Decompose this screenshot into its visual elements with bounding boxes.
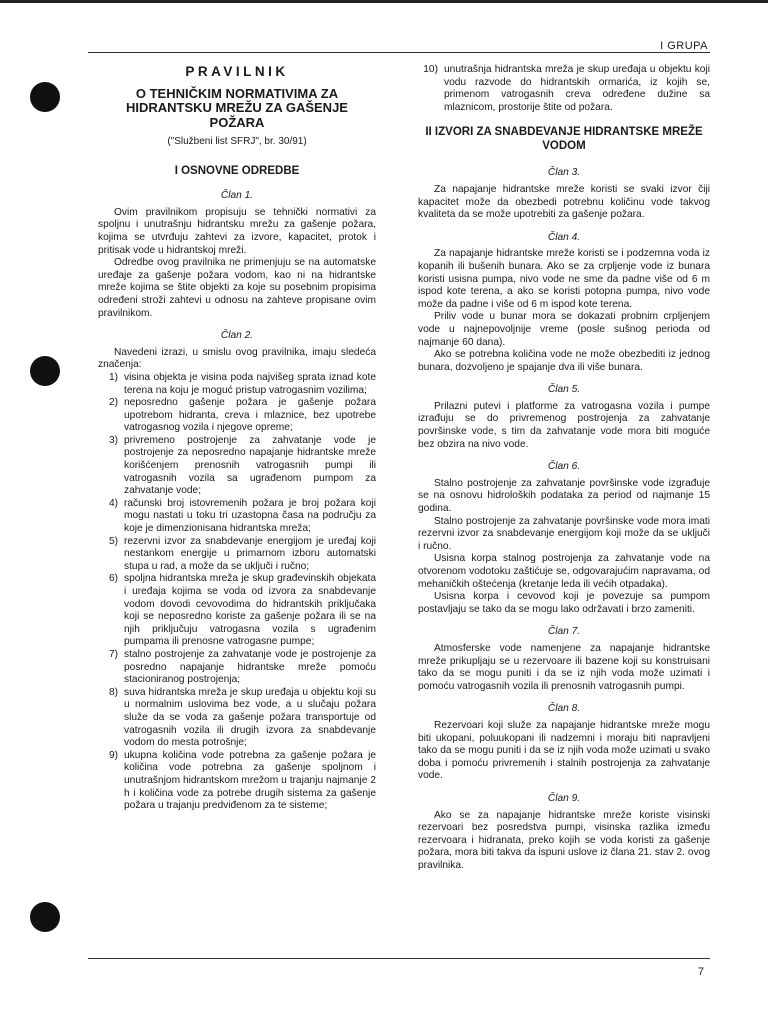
list-item-number: 3) <box>108 434 118 446</box>
list-item-text: visina objekta je visina poda najvišeg sprata iznad kote terena na koju je moguć pristup vatrogasnim vozilima; <box>124 371 376 396</box>
definition-list <box>98 372 376 813</box>
header-rule <box>88 52 710 53</box>
right-column <box>418 64 710 872</box>
article-heading: Član 1. <box>220 190 254 202</box>
list-item <box>98 435 376 498</box>
list-item <box>98 573 376 649</box>
article-heading: Član 2. <box>220 330 254 342</box>
list-item-text: privremeno postrojenje za zahvatanje vode je postrojenje za neposredno napajanje hidrantske mreže korišćenjem prenosnih vatrogasnih pumpi ili vatrogasnih vozila sa ugrađenom pumpom za zahvatanje vode; <box>124 434 376 497</box>
document-title: PRAVILNIK <box>185 64 289 79</box>
footer-rule <box>88 958 710 959</box>
paragraph: Ako se za napajanje hidrantske mreže koriste visinski rezervoari bez posredstva pumpi, visinska razlika između rezervoara i hidranata, preko kojih se voda koristi za gašenje požara, mora biti takva da ispuni uslove iz člana 21. stav 2. ovog pravilnika. <box>418 809 710 871</box>
list-item-number: 9) <box>108 749 118 761</box>
section-heading: II IZVORI ZA SNABDEVANJE HIDRANTSKE MREŽE VODOM <box>425 126 703 152</box>
paragraph: Ako se potrebna količina vode ne može obezbediti iz jednog bunara, dozvoljeno je spajanje dva ili više bunara. <box>418 349 710 373</box>
paragraph: Stalno postrojenje za zahvatanje površinske vode izgrađuje se na osnovu hidroloških podataka za period od najmanje 15 godina. <box>418 477 710 515</box>
punch-hole-icon <box>30 902 60 932</box>
paragraph: Usisna korpa i cevovod koji je povezuje sa pumpom postavljaju se tako da se mogu lako održavati i brzo zameniti. <box>418 591 710 615</box>
list-item-number: 5) <box>108 535 118 547</box>
list-item-text: ukupna količina vode potrebna za gašenje požara je količina vode potrebna za gašenje spoljnom i unutrašnjom hidrantskom mrežom u trajanju najmanje 2 h i količina vode za potrebe drugih sistema za gašenje požara u trajanju predviđenom za te sisteme; <box>124 749 376 812</box>
list-item-number: 2) <box>108 397 118 409</box>
paragraph: Navedeni izrazi, u smislu ovog pravilnika, imaju sledeća značenja: <box>98 346 376 371</box>
article-heading: Član 7. <box>547 626 581 638</box>
page-number: 7 <box>697 966 704 978</box>
paragraph: Prilazni putevi i platforme za vatrogasna vozila i pumpe izrađuju se do privremenog postrojenja za zahvatanje površinske vode, s tim da zahvatanje vode mora biti moguće bez obzira na nivo vode. <box>418 400 710 450</box>
list-item-number: 10) <box>423 64 438 75</box>
list-item <box>98 536 376 574</box>
list-item-text: unutrašnja hidrantska mreža je skup uređaja u objektu koji vodu razvode do hidrantskih ormarića, iz kojih se, primenom vatrogasnih creva određene dužine sa mlaznicom, prostorije štite od požara. <box>444 64 710 113</box>
list-item-text: suva hidrantska mreža je skup uređaja u objektu koji su u normalnim uslovima bez vode, a u slučaju požara služe da se voda za gašenje požara transportuje od vatrogasnih vozila ili drugih izvora za snabdevanje vodom do mesta potrošnje; <box>124 686 376 749</box>
list-item-text: spoljna hidrantska mreža je skup građevinskih objekata i uređaja kojima se voda od izvora za snabdevanje vodom dovodi cevovodima do hidrantskih priključaka koji se neposredno koriste za gašenje požara ili se na njih priključuju vatrogasna vozila s ugrađenim pumpama ili prenosne vatrogasne pumpe; <box>124 573 376 648</box>
scan-top-edge <box>0 0 768 3</box>
list-item <box>98 649 376 687</box>
paragraph: Atmosferske vode namenjene za napajanje hidrantske mreže prikupljaju se u rezervoare ili bazene koji su konstruisani tako da se mogu puniti i da se iz njih voda može uzimati i pomoću vatrogasnih vozila ili prenosnih vatrogasnih pumpi. <box>418 642 710 692</box>
list-item-text: stalno postrojenje za zahvatanje vode je postrojenje za posredno napajanje hidrantske mreže pomoću stacioniranog postrojenja; <box>124 648 376 686</box>
paragraph: Rezervoari koji služe za napajanje hidrantske mreže mogu biti ukopani, poluukopani ili nadzemni i moraju biti napravljeni tako da se mogu puniti i da se iz njih voda može uzimati u svako doba i pomoću privremenih i stalnih postrojenja za zahvatanje vode. <box>418 719 710 782</box>
document-subtitle: O TEHNIČKIM NORMATIVIMA ZA HIDRANTSKU MREŽU ZA GAŠENJE POŽARA <box>126 85 348 130</box>
article-heading: Član 4. <box>547 231 581 243</box>
paragraph: Za napajanje hidrantske mreže koristi se i podzemna voda iz kopanih ili bušenih bunara. Ako se za crpljenje vode iz bunara koristi usisna pumpa, nivo vode ne sme da padne više od 6 m ispod kote terena, a ako se koristi potopna pumpa, nivo vode može da padne i više od 6 m ispod kote terena. <box>418 248 710 310</box>
list-item-number: 1) <box>108 371 118 383</box>
list-item-text: računski broj istovremenih požara je broj požara koji mogu nastati u toku tri uzastopna časa na području za koje je dimenzionisana hidrantska mreža; <box>124 497 376 535</box>
paragraph: Ovim pravilnikom propisuju se tehnički normativi za spoljnu i unutrašnju hidrantsku mrežu za gašenje požara, kojima se utvrđuju zahtevi za izvore, kapacitet, protok i pritisak vode u hidrantskoj mreži. <box>98 206 376 256</box>
paragraph: Za napajanje hidrantske mreže koristi se svaki izvor čiji kapacitet može da obezbedi potrebnu količinu vode takvog kvaliteta da se može upotrebiti za gašenje požara. <box>418 183 710 221</box>
list-item-number: 8) <box>108 686 118 698</box>
document-source: ("Službeni list SFRJ", br. 30/91) <box>167 136 307 148</box>
list-item <box>418 64 710 114</box>
article-heading: Član 5. <box>547 384 581 396</box>
list-item-number: 4) <box>108 497 118 509</box>
list-item <box>98 750 376 813</box>
article-heading: Član 6. <box>547 461 581 473</box>
definition-list-continued <box>418 64 710 114</box>
section-heading: I OSNOVNE ODREDBE <box>174 164 300 177</box>
article-heading: Član 8. <box>547 703 581 715</box>
punch-hole-icon <box>30 82 60 112</box>
group-label: I GRUPA <box>660 40 708 52</box>
paragraph: Stalno postrojenje za zahvatanje površinske vode mora imati rezervni izvor za snabdevanje energijom koji može da se uključi i ručno. <box>418 515 710 552</box>
left-column <box>98 64 376 813</box>
paragraph: Priliv vode u bunar mora se dokazati probnim crpljenjem vode u najnepovoljnije vreme (posle sušnog perioda od najmanje 60 dana). <box>418 311 710 348</box>
list-item-text: neposredno gašenje požara je gašenje požara upotrebom hidranta, creva i mlaznice, bez upotrebe vatrogasnog vozila i njegove opreme; <box>124 397 376 434</box>
paragraph: Usisna korpa stalnog postrojenja za zahvatanje vode na otvorenom vodotoku zaštićuje se, odgovarajućim napravama, od mehaničkih oštećenja (kretanje leda ili većih otpadaka). <box>418 553 710 590</box>
list-item <box>98 687 376 750</box>
article-heading: Član 3. <box>547 167 581 179</box>
list-item <box>98 498 376 536</box>
list-item-number: 7) <box>108 648 118 660</box>
paragraph: Odredbe ovog pravilnika ne primenjuju se na automatske uređaje za gašenje požara vodom, kao ni na hidrantske mreže kojima se štite objekti za koje su posebnim propisima određeni stroži zahtevi u odnosu na zahteve propisane ovim pravilnikom. <box>98 257 376 319</box>
list-item-number: 6) <box>108 573 118 585</box>
list-item-text: rezervni izvor za snabdevanje energijom je uređaj koji nestankom energije u primarnom izboru automatski stupa u rad, a može da se uključi i ručno; <box>124 535 376 572</box>
punch-hole-icon <box>30 356 60 386</box>
list-item <box>98 372 376 397</box>
article-heading: Član 9. <box>547 792 581 804</box>
list-item <box>98 397 376 435</box>
